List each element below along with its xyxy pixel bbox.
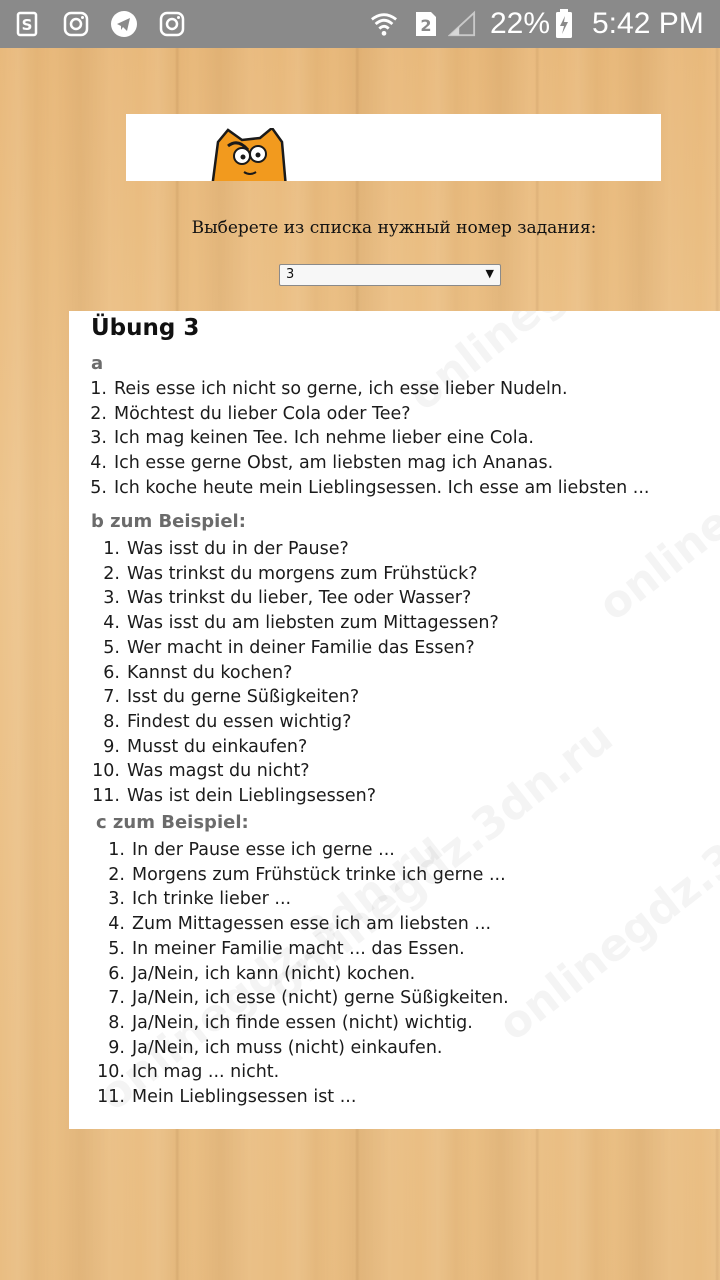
line-text: Mein Lieblingsessen ist ... [132, 1087, 357, 1107]
exercise-line [89, 478, 649, 498]
line-number: 9. [103, 736, 120, 757]
dropdown-arrow-icon: ▼ [485, 267, 494, 280]
exercise-line [94, 939, 465, 959]
sim-s-icon [14, 10, 42, 38]
exercise-line [94, 964, 415, 984]
line-text: Ja/Nein, ich kann (nicht) kochen. [132, 963, 416, 984]
line-text: Was trinkst du morgens zum Frühstück? [127, 563, 478, 584]
line-number: 10. [92, 761, 120, 782]
line-number: 1. [90, 379, 107, 399]
line-text: In meiner Familie macht ... das Essen. [132, 938, 465, 959]
instagram-icon [62, 10, 90, 38]
line-number: 7. [108, 988, 125, 1009]
line-text: Möchtest du lieber Cola oder Tee? [114, 403, 411, 424]
line-text: Was isst du in der Pause? [127, 539, 349, 559]
section-a-label: a [91, 353, 104, 374]
line-text: In der Pause esse ich gerne ... [132, 840, 395, 860]
line-text: Wer macht in deiner Familie das Essen? [127, 637, 475, 658]
exercise-line [89, 404, 411, 424]
line-number: 11. [92, 786, 120, 806]
wifi-icon [370, 10, 398, 38]
exercise-line [89, 687, 359, 707]
exercise-line [94, 914, 491, 934]
sim-2-icon [412, 10, 440, 38]
line-text: Ich trinke lieber ... [132, 889, 292, 910]
line-number: 2. [108, 864, 125, 885]
exercise-image [69, 311, 720, 1129]
exercise-line [94, 988, 509, 1008]
line-number: 5. [90, 477, 107, 498]
line-number: 9. [108, 1037, 125, 1058]
line-number: 2. [90, 403, 107, 424]
line-text: Ja/Nein, ich muss (nicht) einkaufen. [132, 1037, 443, 1058]
mascot-image [208, 128, 290, 181]
line-text: Was trinkst du lieber, Tee oder Wasser? [127, 588, 472, 609]
exercise-line [94, 1062, 279, 1082]
line-number: 8. [103, 711, 120, 732]
exercise-line [94, 1038, 442, 1058]
line-text: Ich mag ... nicht. [132, 1062, 280, 1083]
line-text: Ja/Nein, ich esse (nicht) gerne Süßigkeiten. [132, 988, 509, 1009]
exercise-line [89, 663, 292, 683]
exercise-title: Übung 3 [91, 315, 200, 341]
line-number: 3. [103, 588, 120, 609]
line-number: 1. [108, 840, 125, 860]
section-c-label: c zum Beispiel: [96, 812, 249, 833]
line-number: 4. [108, 914, 125, 935]
section-b-label: b zum Beispiel: [91, 511, 246, 532]
site-banner[interactable] [126, 114, 661, 181]
battery-charging-icon [554, 10, 574, 38]
exercise-line [89, 453, 553, 473]
select-value: 3 [286, 267, 295, 282]
exercise-line [89, 638, 475, 658]
exercise-line [89, 428, 534, 448]
exercise-line [89, 761, 310, 781]
line-text: Ich esse gerne Obst, am liebsten mag ich Ananas. [114, 453, 554, 474]
battery-percent: 22% [490, 7, 551, 40]
exercise-line [89, 786, 376, 806]
signal-icon [448, 10, 476, 38]
line-number: 6. [108, 963, 125, 984]
exercise-line [94, 865, 506, 885]
task-number-select[interactable] [279, 264, 501, 286]
svg-text:S: S [21, 16, 33, 34]
line-number: 4. [90, 453, 107, 474]
exercise-line [94, 1087, 356, 1107]
line-text: Ich koche heute mein Lieblingsessen. Ich esse am liebsten ... [114, 477, 650, 498]
line-number: 2. [103, 563, 120, 584]
line-number: 8. [108, 1012, 125, 1033]
line-text: Was magst du nicht? [127, 761, 310, 782]
exercise-line [89, 712, 351, 732]
instagram-icon [158, 10, 186, 38]
line-text: Reis esse ich nicht so gerne, ich esse lieber Nudeln. [114, 379, 568, 399]
line-number: 7. [103, 687, 120, 708]
line-text: Zum Mittagessen esse ich am liebsten ... [132, 914, 492, 935]
exercise-line [94, 1013, 473, 1033]
status-bar [0, 0, 720, 48]
watermark [399, 311, 720, 421]
line-text: Isst du gerne Süßigkeiten? [127, 687, 360, 708]
exercise-line [89, 379, 568, 399]
line-number: 10. [97, 1062, 125, 1083]
line-number: 5. [103, 637, 120, 658]
line-number: 11. [97, 1087, 125, 1107]
line-text: Musst du einkaufen? [127, 736, 308, 757]
exercise-line [89, 564, 478, 584]
line-text: Findest du essen wichtig? [127, 711, 352, 732]
line-number: 3. [108, 889, 125, 910]
line-text: Kannst du kochen? [127, 662, 293, 683]
exercise-line [89, 613, 499, 633]
line-text: Morgens zum Frühstück trinke ich gerne ... [132, 864, 506, 885]
line-number: 6. [103, 662, 120, 683]
line-number: 1. [103, 539, 120, 559]
task-prompt: Выберете из списка нужный номер задания: [191, 218, 597, 238]
line-text: Ja/Nein, ich finde essen (nicht) wichtig. [132, 1012, 473, 1033]
line-number: 3. [90, 428, 107, 449]
line-text: Was ist dein Lieblingsessen? [127, 786, 377, 806]
line-number: 4. [103, 613, 120, 634]
exercise-line [89, 588, 471, 608]
line-text: Ich mag keinen Tee. Ich nehme lieber eine Cola. [114, 428, 534, 449]
exercise-line [89, 737, 307, 757]
telegram-icon [110, 10, 138, 38]
exercise-line [89, 539, 349, 559]
line-text: Was isst du am liebsten zum Mittagessen? [127, 613, 499, 634]
line-number: 5. [108, 938, 125, 959]
svg-text:2: 2 [420, 16, 432, 35]
exercise-line [94, 889, 291, 909]
exercise-line [94, 840, 395, 860]
clock: 5:42 PM [592, 7, 704, 40]
